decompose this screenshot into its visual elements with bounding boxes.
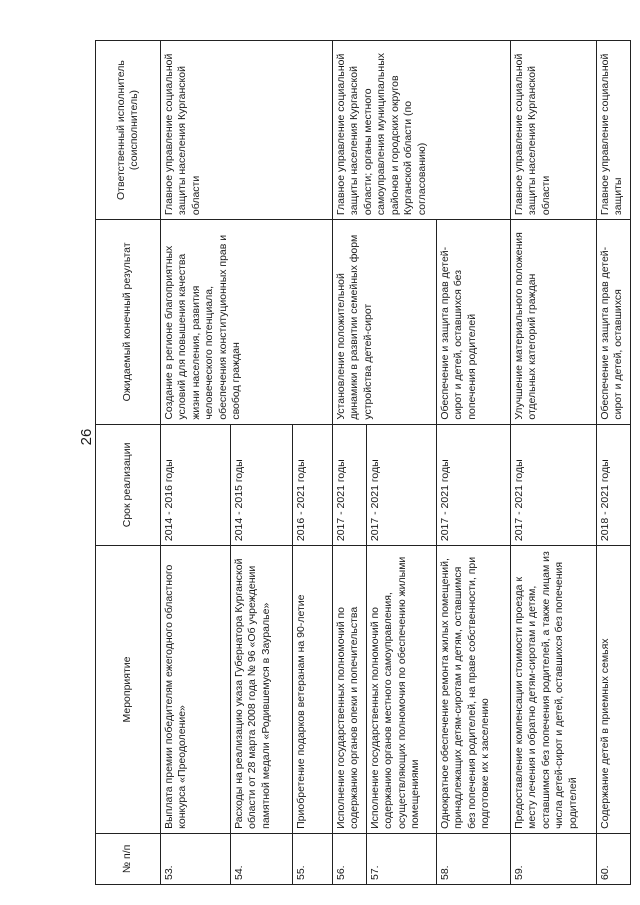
row-term: 2014 - 2015 годы	[231, 424, 293, 545]
row-term: 2014 - 2016 годы	[161, 424, 231, 545]
page-number: 26	[78, 428, 95, 446]
header-term: Срок реализации	[96, 424, 161, 545]
header-event: Мероприятие	[96, 546, 161, 834]
table-row	[597, 41, 631, 885]
row-number: 57.	[367, 833, 437, 884]
row-term: 2017 - 2021 годы	[367, 424, 437, 545]
row-event: Содержание детей в приемных семьях	[597, 546, 631, 834]
table-row	[511, 41, 597, 885]
row-result: Обеспечение и защита прав детей-сирот и детей, оставшихся без попечения родителей	[437, 220, 511, 425]
row-responsible: Главное управление социальной защиты населения Курганской области	[511, 41, 597, 220]
row-responsible: Главное управление социальной защиты	[597, 41, 631, 220]
row-result: Обеспечение и защита прав детей-сирот и детей, оставшихся	[597, 220, 631, 425]
row-term: 2017 - 2021 годы	[333, 424, 367, 545]
table-row	[161, 41, 231, 885]
events-table	[95, 40, 631, 885]
row-term: 2017 - 2021 годы	[511, 424, 597, 545]
row-number: 54.	[231, 833, 293, 884]
row-event: Расходы на реализацию указа Губернатора Курганской области от 28 марта 2008 года № 96 «Об учреждении памятной медали «Родившемуся в Зауралье»	[231, 546, 293, 834]
row-term: 2017 - 2021 годы	[437, 424, 511, 545]
row-term: 2018 - 2021 годы	[597, 424, 631, 545]
row-number: 56.	[333, 833, 367, 884]
header-result: Ожидаемый конечный результат	[96, 220, 161, 425]
row-number: 60.	[597, 833, 631, 884]
row-responsible: Главное управление социальной защиты населения Курганской области; органы местного самоуправления муниципальных районов и городских округов Курганской области (по согласованию)	[333, 41, 511, 220]
row-event: Приобретение подарков ветеранам на 90-летие	[293, 546, 333, 834]
row-event: Однократное обеспечение ремонта жилых помещений, принадлежащих детям-сиротам и детям, оставшимся без попечения родителей, на праве собственности, при подготовке их к заселению	[437, 546, 511, 834]
row-event: Исполнение государственных полномочий по содержанию органов опеки и попечительства	[333, 546, 367, 834]
header-num: № п/п	[96, 833, 161, 884]
row-number: 59.	[511, 833, 597, 884]
row-result: Создание в регионе благоприятных условий для повышения качества жизни населения, развития человеческого потенциала, обеспечения конституционных прав и свобод граждан	[161, 220, 333, 425]
row-number: 53.	[161, 833, 231, 884]
row-result: Улучшение материального положения отдельных категорий граждан	[511, 220, 597, 425]
row-term: 2016 - 2021 годы	[293, 424, 333, 545]
row-event: Предоставление компенсации стоимости проезда к месту лечения и обратно детям-сиротам и детям, оставшимся без попечения родителей, а также лицам из числа детей-сирот и детей, оставшихся без попечения родителей	[511, 546, 597, 834]
table-header-row	[96, 41, 161, 885]
row-number: 58.	[437, 833, 511, 884]
row-responsible: Главное управление социальной защиты населения Курганской области	[161, 41, 333, 220]
row-number: 55.	[293, 833, 333, 884]
row-result: Установление положительной динамики в развитии семейных форм устройства детей-сирот	[333, 220, 437, 425]
plan-sheet	[95, 40, 625, 885]
row-event: Выплата премии победителям ежегодного областного конкурса «Преодоление»	[161, 546, 231, 834]
table-row	[333, 41, 367, 885]
row-event: Исполнение государственных полномочий по содержанию органов местного самоуправления, осуществляющих полномочия по обеспечению жилыми помещениями	[367, 546, 437, 834]
header-responsible: Ответственный исполнитель (соисполнитель)	[96, 41, 161, 220]
